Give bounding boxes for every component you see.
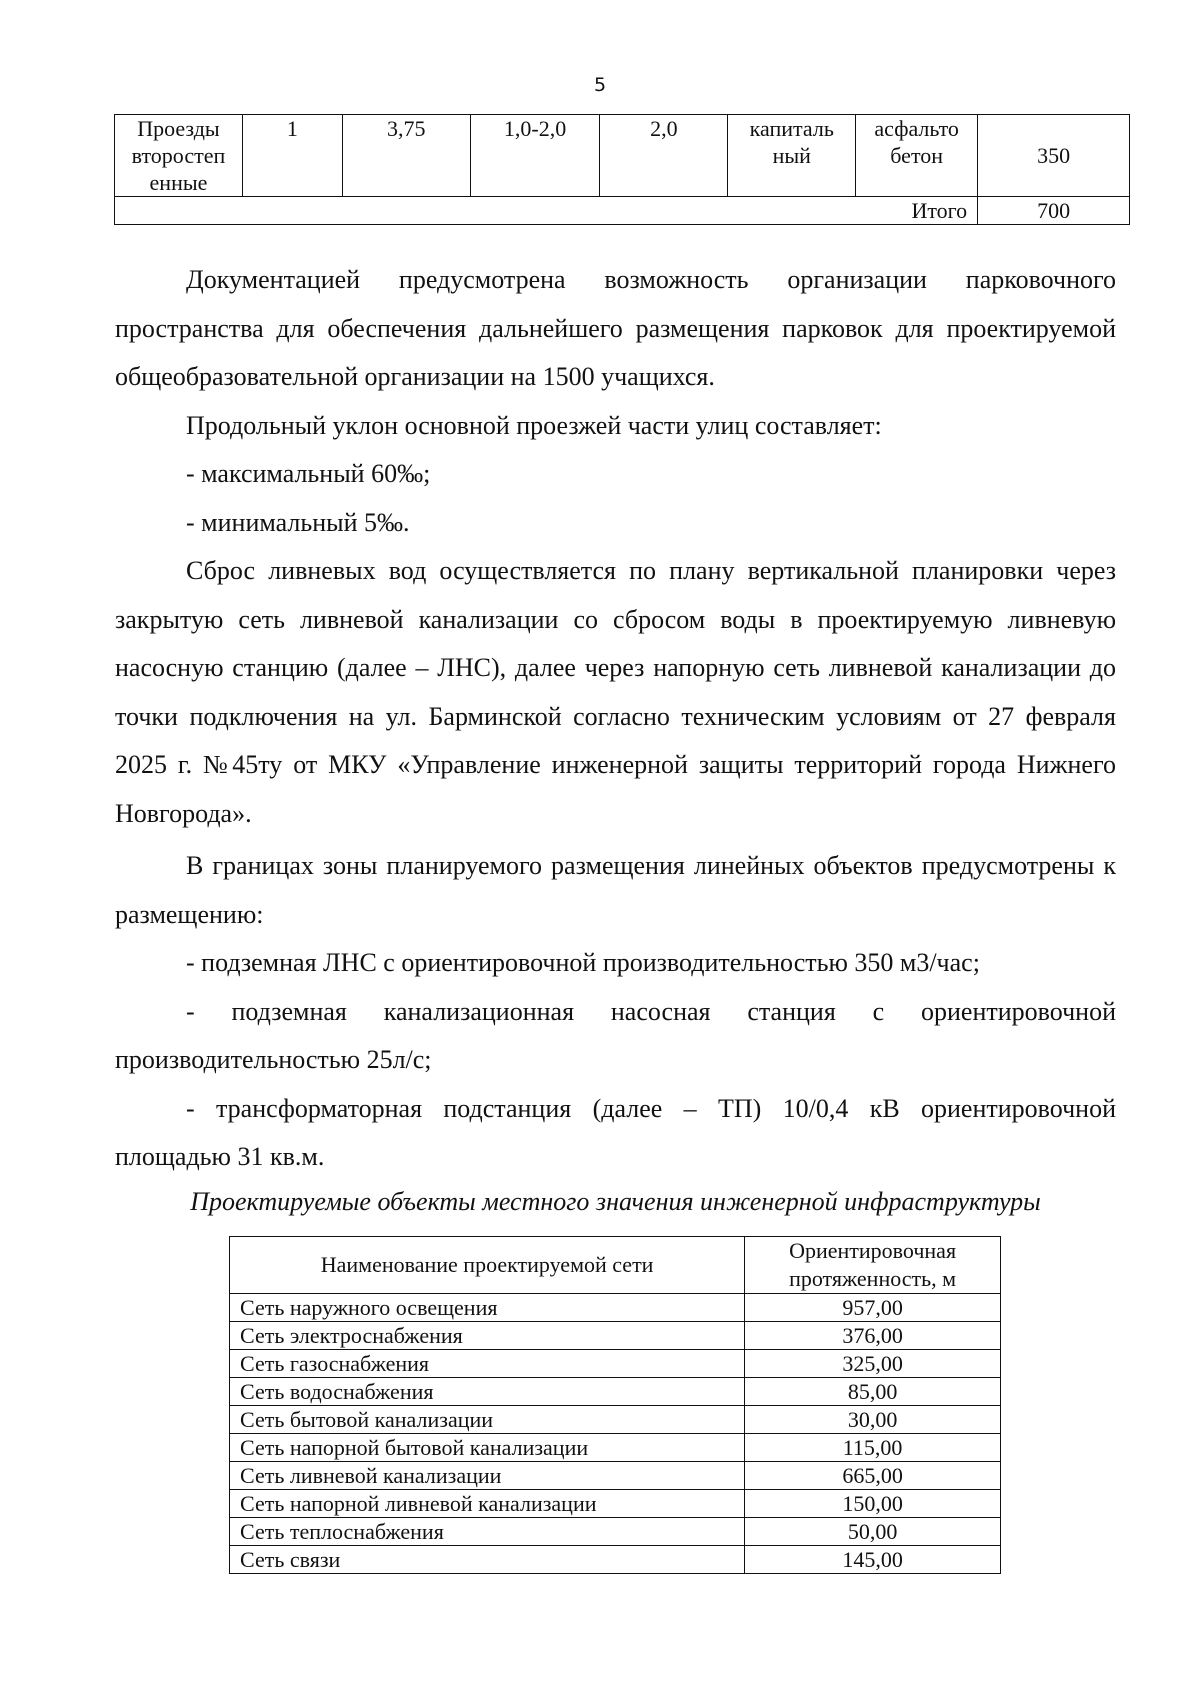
lanes-cell: 1 xyxy=(242,115,342,197)
table-row xyxy=(230,1546,1001,1574)
list-item: - подземная ЛНС с ориентировочной производительностью 350 м3/час; xyxy=(186,948,980,977)
table-row xyxy=(230,1462,1001,1490)
body-text-top xyxy=(115,256,1116,838)
list-item: - максимальный 60‰; xyxy=(186,459,431,488)
network-name: Сеть ливневой канализации xyxy=(230,1462,745,1490)
total-row xyxy=(115,197,1130,225)
roads-table xyxy=(114,114,1130,225)
table-row xyxy=(230,1350,1001,1378)
network-name: Сеть напорной бытовой канализации xyxy=(230,1434,745,1462)
network-length: 150,00 xyxy=(745,1490,1001,1518)
page-number: 5 xyxy=(593,74,607,96)
network-length: 325,00 xyxy=(745,1350,1001,1378)
total-value: 700 xyxy=(978,197,1130,225)
network-name: Сеть теплоснабжения xyxy=(230,1518,745,1546)
network-length: 85,00 xyxy=(745,1378,1001,1406)
paragraph: Документацией предусмотрена возможность организации парковочного пространства для обеспечения дальнейшего размещения парковок для проектируемой общеобразовательной организации на 1500 учащихся. xyxy=(115,265,1116,391)
width-cell: 3,75 xyxy=(342,115,470,197)
pavement-type-cell: капиталь ный xyxy=(728,115,856,197)
total-label: Итого xyxy=(115,197,978,225)
table-row xyxy=(230,1406,1001,1434)
table-row xyxy=(115,115,1130,197)
paragraph: В границах зоны планируемого размещения линейных объектов предусмотрены к размещению: xyxy=(115,851,1116,929)
table-row xyxy=(230,1378,1001,1406)
table-row xyxy=(230,1434,1001,1462)
length-cell: 350 xyxy=(978,115,1130,197)
road-name-cell: Проезды второстеп енные xyxy=(115,115,243,197)
paragraph: Продольный уклон основной проезжей части улиц составляет: xyxy=(186,410,882,440)
network-length: 145,00 xyxy=(745,1546,1001,1574)
shoulder-cell: 2,0 xyxy=(600,115,728,197)
paragraph: Сброс ливневых вод осуществляется по плану вертикальной планировки через закрытую сеть ливневой канализации со сбросом воды в проектируемую ливневую насосную станцию (далее – ЛНС), далее через напорную сеть ливневой канализации до точки подключения на ул. Барминской согласно техническим условиям от 27 февраля 2025 г. №45ту от МКУ «Управление инженерной защиты территорий города Нижнего Новгорода». xyxy=(115,556,1116,828)
network-name: Сеть бытовой канализации xyxy=(230,1406,745,1434)
network-name: Сеть газоснабжения xyxy=(230,1350,745,1378)
table-row xyxy=(230,1490,1001,1518)
network-name: Сеть электроснабжения xyxy=(230,1322,745,1350)
table-row xyxy=(230,1518,1001,1546)
network-length: 665,00 xyxy=(745,1462,1001,1490)
network-length: 376,00 xyxy=(745,1322,1001,1350)
header-length: Ориентировочная протяженность, м xyxy=(745,1237,1001,1294)
body-text-bottom xyxy=(115,842,1116,1182)
list-item: - подземная канализационная насосная станция с ориентировочной производительностью 25л/с; xyxy=(115,996,1116,1074)
networks-table xyxy=(229,1236,1001,1574)
sidewalk-cell: 1,0-2,0 xyxy=(470,115,600,197)
network-length: 957,00 xyxy=(745,1294,1001,1322)
network-name: Сеть наружного освещения xyxy=(230,1294,745,1322)
table-row xyxy=(230,1322,1001,1350)
network-name: Сеть водоснабжения xyxy=(230,1378,745,1406)
table-caption: Проектируемые объекты местного значения инженерной инфраструктуры xyxy=(190,1187,1041,1216)
list-item: - трансформаторная подстанция (далее – ТП) 10/0,4 кВ ориентировочной площадью 31 кв.м. xyxy=(115,1093,1116,1171)
network-name: Сеть связи xyxy=(230,1546,745,1574)
network-length: 115,00 xyxy=(745,1434,1001,1462)
network-length: 50,00 xyxy=(745,1518,1001,1546)
table-header-row xyxy=(230,1237,1001,1294)
table-row xyxy=(230,1294,1001,1322)
network-length: 30,00 xyxy=(745,1406,1001,1434)
material-cell: асфальто бетон xyxy=(856,115,978,197)
network-name: Сеть напорной ливневой канализации xyxy=(230,1490,745,1518)
list-item: - минимальный 5‰. xyxy=(186,507,410,537)
header-name: Наименование проектируемой сети xyxy=(230,1237,745,1294)
